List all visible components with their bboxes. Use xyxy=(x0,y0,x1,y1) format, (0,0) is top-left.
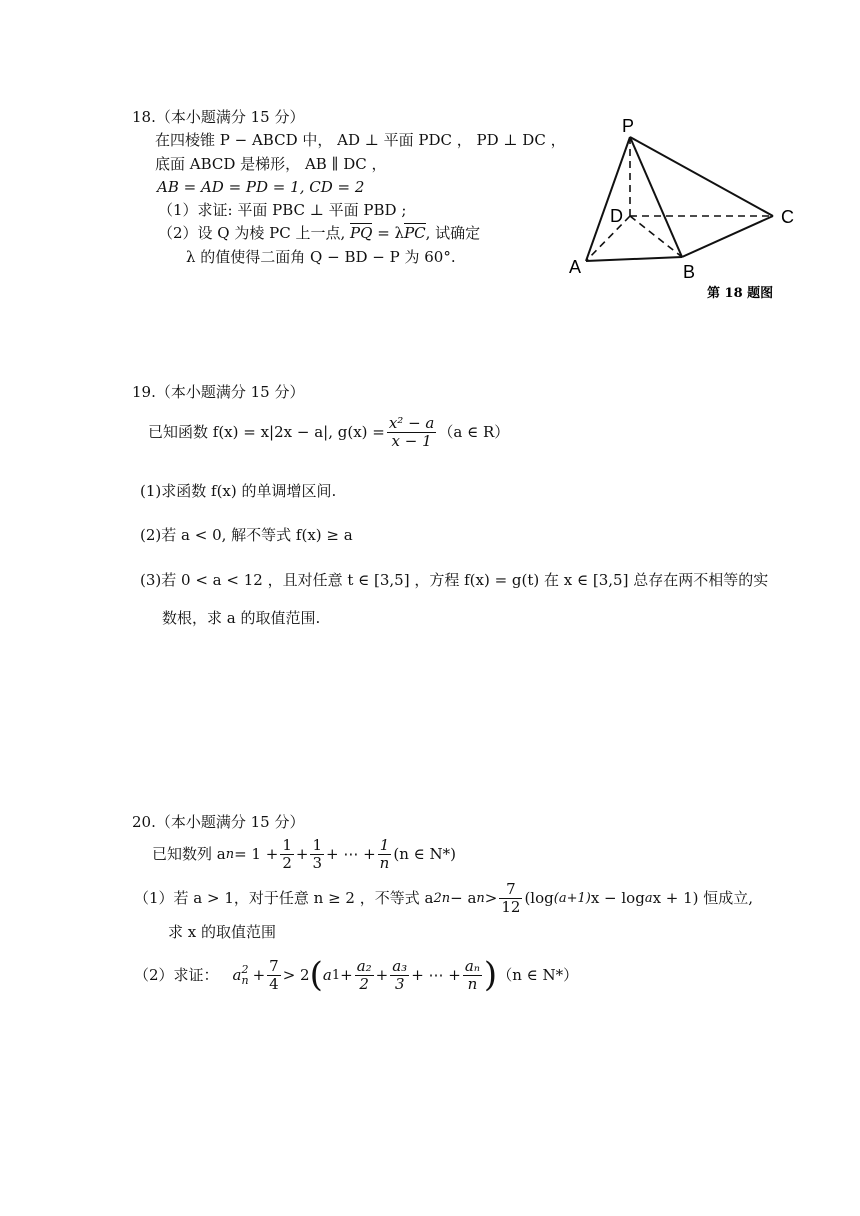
frac-den: 3 xyxy=(312,854,322,872)
q20-p1d: (log xyxy=(524,889,554,907)
edge-pc xyxy=(630,137,773,216)
frac-den: 4 xyxy=(269,974,279,993)
q18-part2-line2: λ 的值使得二面角 Q − BD − P 为 60°. xyxy=(186,248,456,266)
frac-a2-2 xyxy=(355,956,374,993)
vector-pc: PC xyxy=(404,224,426,242)
q19-part1: (1)求函数 f(x) 的单调增区间. xyxy=(140,482,337,500)
edge-da xyxy=(586,216,630,261)
q18-line1: 在四棱锥 P − ABCD 中， AD ⊥ 平面 PDC ， PD ⊥ DC ， xyxy=(155,131,566,149)
edge-ab xyxy=(586,257,682,261)
label-b: B xyxy=(683,262,696,282)
q19-part3-line2: 数根，求 a 的取值范围. xyxy=(162,609,321,627)
paren-left: ( xyxy=(309,955,323,995)
sub-n3: n xyxy=(241,974,249,987)
q20-intro-c: (n ∈ N*) xyxy=(393,845,456,863)
q18-part2-tail: , 试确定 xyxy=(425,224,481,242)
frac-num: a₂ xyxy=(356,956,372,975)
a-n: a xyxy=(232,965,242,984)
frac-1-2 xyxy=(280,838,294,871)
q20-p2d: > 2 xyxy=(282,965,310,984)
q20-part1-line2: 求 x 的取值范围 xyxy=(168,923,276,941)
frac-num: 7 xyxy=(499,882,522,899)
q20-part1 xyxy=(134,882,753,915)
q19-intro-text: 已知函数 f(x) = x|2x − a|, g(x) = xyxy=(148,423,385,441)
sub-1: 1 xyxy=(331,967,341,983)
sub-n: n xyxy=(225,847,235,862)
frac-num: 1 xyxy=(282,836,292,854)
edge-bc xyxy=(682,216,773,257)
sup-sub xyxy=(242,964,249,986)
q20-intro xyxy=(152,838,456,871)
frac-7-4 xyxy=(267,956,281,993)
frac-7-12 xyxy=(499,882,522,915)
q19-part3: (3)若 0 < a < 12 ，且对任意 t ∈ [3,5] ，方程 f(x) = g(t) 在 x ∈ [3,5] 总存在两不相等的实 xyxy=(140,571,769,589)
q20-p1f: x + 1) 恒成立, xyxy=(652,889,754,907)
label-p: P xyxy=(622,116,635,136)
frac-den: 2 xyxy=(282,854,292,872)
q18-eq: = λ xyxy=(372,224,405,242)
sub-a1: (a+1) xyxy=(553,891,591,906)
q19-intro xyxy=(148,416,509,449)
frac-den: 3 xyxy=(394,974,405,993)
sub-2n: 2n xyxy=(433,891,451,906)
sub-n2: n xyxy=(476,891,485,906)
frac-an-n xyxy=(463,956,482,993)
pyramid-figure xyxy=(560,110,800,310)
dots: + ⋯ + xyxy=(411,965,461,984)
figure-caption: 第 18 题图 xyxy=(707,286,774,301)
q18-title: 18.（本小题满分 15 分） xyxy=(132,108,305,126)
label-d: D xyxy=(610,206,623,226)
q20-p1c: > xyxy=(484,889,498,907)
plus-sign: + xyxy=(340,965,353,984)
q19-title: 19.（本小题满分 15 分） xyxy=(132,383,305,401)
q20-p1a: （1）若 a > 1，对于任意 n ≥ 2 ，不等式 a xyxy=(134,889,434,907)
q20-p2e: （n ∈ N*） xyxy=(497,965,579,984)
vector-pq: PQ xyxy=(350,224,373,242)
g-denominator: x − 1 xyxy=(391,432,432,450)
frac-num: aₙ xyxy=(464,956,480,975)
q18-part1: （1）求证: 平面 PBC ⊥ 平面 PBD ; xyxy=(158,201,407,219)
q20-title: 20.（本小题满分 15 分） xyxy=(132,813,305,831)
edge-pb xyxy=(630,137,682,257)
q19-condition: （a ∈ R） xyxy=(438,423,510,441)
sub-a: a xyxy=(644,891,653,906)
q20-intro-a: 已知数列 a xyxy=(152,845,226,863)
q18-part2 xyxy=(158,226,480,241)
frac-den: n xyxy=(467,974,478,993)
q20-intro-b: = 1 + xyxy=(234,845,279,863)
a1: a xyxy=(322,965,332,984)
q20-p2c: + xyxy=(252,965,266,984)
frac-a3-3 xyxy=(390,956,409,993)
q18-line3: AB = AD = PD = 1, CD = 2 xyxy=(157,178,365,196)
label-c: C xyxy=(781,207,794,227)
frac-1-3 xyxy=(310,838,324,871)
sup-2: 2 xyxy=(241,963,249,976)
dots: + ⋯ + xyxy=(325,845,376,863)
q18-part2-text: （2）设 Q 为棱 PC 上一点, xyxy=(158,224,346,242)
paren-right: ) xyxy=(483,955,498,995)
frac-num: 1 xyxy=(312,836,322,854)
frac-1-n xyxy=(378,838,392,871)
q20-p1e: x − log xyxy=(590,889,645,907)
g-fraction xyxy=(387,416,437,449)
plus-sign: + xyxy=(295,845,309,863)
q20-part2 xyxy=(134,955,579,995)
frac-num: 7 xyxy=(269,956,279,975)
q20-p1b: − a xyxy=(450,889,477,907)
plus-sign: + xyxy=(375,965,389,984)
g-numerator: x² − a xyxy=(388,414,435,432)
frac-num: 1 xyxy=(378,838,392,855)
frac-den: 12 xyxy=(501,898,521,916)
label-a: A xyxy=(569,257,582,277)
frac-num: a₃ xyxy=(392,956,408,975)
q18-line2: 底面 ABCD 是梯形， AB ∥ DC ， xyxy=(155,155,387,173)
q19-part2: (2)若 a < 0, 解不等式 f(x) ≥ a xyxy=(140,526,353,544)
frac-den: 2 xyxy=(359,974,369,993)
q20-p2a: （2）求证： xyxy=(134,965,219,984)
edge-pa xyxy=(586,137,630,261)
frac-den: n xyxy=(379,854,390,872)
